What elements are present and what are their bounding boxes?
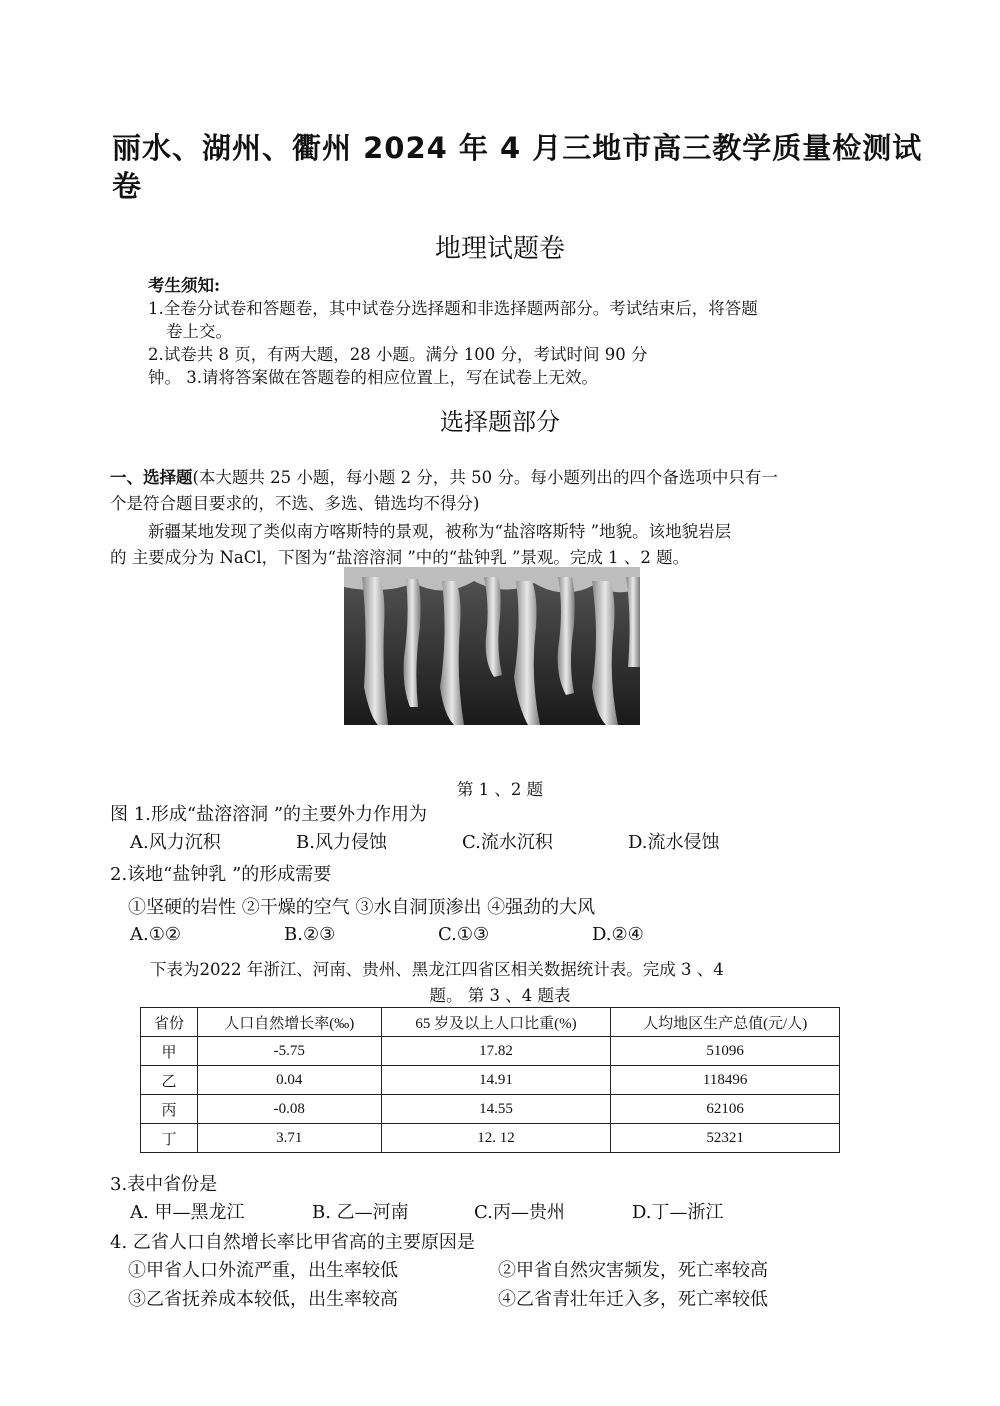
q3-option-d: D.丁—浙江 — [632, 1202, 724, 1223]
table-row — [141, 1124, 840, 1153]
cell-province: 甲 — [141, 1037, 198, 1066]
part1-line-2: 个是符合题目要求的，不选、多选、错选均不得分) — [110, 494, 480, 513]
q2-conditions: ①坚硬的岩性 ②干燥的空气 ③水自洞顶渗出 ④强劲的大风 — [128, 897, 596, 918]
q1-option-b: B.风力侵蚀 — [296, 832, 387, 853]
part1-rest: (本大题共 25 小题，每小题 2 分，共 50 分。每小题列出的四个备选项中只有一 — [192, 468, 778, 487]
table-intro-1: 下表为2022 年浙江、河南、贵州、黑龙江四省区相关数据统计表。完成 3 、4 — [150, 960, 724, 979]
cell-gdp-per-capita: 62106 — [611, 1095, 840, 1124]
part1-label: 一、选择题 — [110, 468, 193, 487]
cell-gdp-per-capita: 118496 — [611, 1066, 840, 1095]
salt-stalactite-image — [344, 567, 640, 725]
salt-cave-photo — [344, 567, 640, 725]
page-subtitle: 地理试题卷 — [434, 234, 565, 264]
cell-growth-rate: -5.75 — [197, 1037, 381, 1066]
q2-option-a: A.①② — [130, 924, 181, 945]
notice-line-1b: 卷上交。 — [166, 322, 232, 341]
cell-province: 乙 — [141, 1066, 198, 1095]
province-data-table — [140, 1007, 840, 1153]
cell-growth-rate: 3.71 — [197, 1124, 381, 1153]
header-gdp-per-capita: 人均地区生产总值(元/人) — [611, 1008, 840, 1037]
notice-line-1: 1.全卷分试卷和答题卷，其中试卷分选择题和非选择题两部分。考试结束后，将答题 — [148, 299, 758, 318]
q2-option-c: C.①③ — [438, 924, 490, 945]
table-header-row — [141, 1008, 840, 1037]
q4-choice-2: ②甲省自然灾害频发，死亡率较高 — [498, 1260, 768, 1281]
q4-stem: 4. 乙省人口自然增长率比甲省高的主要原因是 — [110, 1232, 475, 1253]
cell-growth-rate: -0.08 — [197, 1095, 381, 1124]
part1-line-1 — [110, 464, 778, 488]
table-row — [141, 1037, 840, 1066]
cell-elderly-share: 12. 12 — [381, 1124, 611, 1153]
table-row — [141, 1066, 840, 1095]
q1-option-d: D.流水侵蚀 — [628, 832, 720, 853]
title-line-1: 丽水、湖州、衢州 2024 年 4 月三地市高三教学质量检测试 — [112, 131, 923, 165]
cell-gdp-per-capita: 52321 — [611, 1124, 840, 1153]
q3-option-c: C.丙—贵州 — [474, 1202, 565, 1223]
q1-stem: 图 1.形成“盐溶溶洞 ”的主要外力作用为 — [110, 804, 428, 825]
cell-growth-rate: 0.04 — [197, 1066, 381, 1095]
q2-stem: 2.该地“盐钟乳 ”的形成需要 — [110, 864, 332, 885]
q4-choice-4: ④乙省青壮年迁入多，死亡率较低 — [498, 1289, 768, 1310]
q2-option-b: B.②③ — [284, 924, 336, 945]
cell-elderly-share: 14.91 — [381, 1066, 611, 1095]
intro-line-2: 的 主要成分为 NaCl，下图为“盐溶溶洞 ”中的“盐钟乳 ”景观。完成 1 、2 题。 — [110, 548, 690, 567]
section-title: 选择题部分 — [440, 408, 560, 436]
header-growth-rate: 人口自然增长率(‰) — [197, 1008, 381, 1037]
q4-choice-3: ③乙省抚养成本较低，出生率较高 — [128, 1289, 398, 1310]
header-elderly-share: 65 岁及以上人口比重(%) — [381, 1008, 611, 1037]
q1-option-c: C.流水沉积 — [462, 832, 553, 853]
notice-heading: 考生须知: — [148, 276, 221, 295]
q2-option-d: D.②④ — [592, 924, 644, 945]
intro-line-1: 新疆某地发现了类似南方喀斯特的景观，被称为“盐溶喀斯特 ”地貌。该地貌岩层 — [148, 522, 732, 541]
header-province: 省份 — [141, 1008, 198, 1037]
table-intro-2: 题。 第 3 、4 题表 — [429, 986, 571, 1005]
q4-choice-1: ①甲省人口外流严重，出生率较低 — [128, 1260, 398, 1281]
cell-province: 丁 — [141, 1124, 198, 1153]
q1-option-a: A.风力沉积 — [130, 832, 221, 853]
q3-stem: 3.表中省份是 — [110, 1174, 218, 1195]
q3-option-a: A. 甲—黑龙江 — [130, 1202, 245, 1223]
title-line-2: 卷 — [112, 169, 143, 203]
notice-line-3: 钟。 3.请将答案做在答题卷的相应位置上，写在试卷上无效。 — [148, 368, 598, 387]
cell-province: 丙 — [141, 1095, 198, 1124]
notice-line-2: 2.试卷共 8 页，有两大题，28 小题。满分 100 分，考试时间 90 分 — [148, 345, 648, 364]
cell-gdp-per-capita: 51096 — [611, 1037, 840, 1066]
cell-elderly-share: 17.82 — [381, 1037, 611, 1066]
cell-elderly-share: 14.55 — [381, 1095, 611, 1124]
q3-option-b: B. 乙—河南 — [312, 1202, 409, 1223]
table-row — [141, 1095, 840, 1124]
photo-caption: 第 1 、2 题 — [456, 780, 544, 799]
